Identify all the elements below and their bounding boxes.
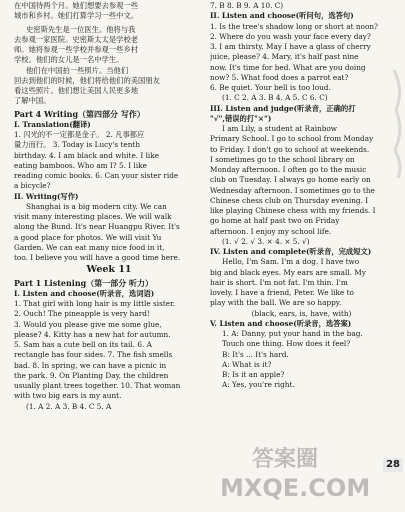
left-column-line: Part 4 Writing（第四部分 写作） — [14, 108, 145, 119]
left-column-line: eating bamboos. Who am I? 5. I like — [14, 160, 147, 170]
right-column-line: 1. Is the tree's shadow long or short at noon? — [210, 21, 378, 31]
right-column-line: Hello, I'm Sam. I'm a dog. I have two — [222, 257, 360, 267]
left-column-line: a good place for photos. We will visit Yu — [14, 232, 162, 242]
left-column-line: birthday. 4. I am black and white. I like — [14, 150, 160, 160]
left-column-line: 回去到他们的时候，他们将给他们的美国朋友 — [14, 75, 160, 85]
right-column-line: 2. Where do you wash your face every day? — [210, 31, 371, 41]
right-column-line: hair is short. I'm not fat. I'm thin. I'm — [210, 277, 348, 287]
svg-text:MXQE.COM: MXQE.COM — [220, 474, 371, 502]
right-column-line: I sometimes go to the school library on — [210, 154, 355, 164]
right-column-line: now? 5. What food does a parrot eat? — [210, 72, 349, 82]
left-column-line: 看这些照片。他们想让美国人民更多地 — [14, 86, 139, 95]
right-column-line: juice, please? 4. Mary, it's half past nine — [210, 52, 359, 62]
right-column-line: III. Listen and judge(听录音，正确的打 — [210, 103, 356, 113]
right-column-line: 1. A: Danny, put your hand in the bag. — [222, 329, 363, 338]
left-column-line: Garden. We can eat many nice food in it, — [14, 242, 165, 252]
left-column-line: with two big ears is my aunt. — [14, 391, 122, 401]
left-column-line: Shanghai is a big modern city. We can — [26, 201, 167, 211]
left-column — [14, 1, 204, 412]
left-column-line: 史密斯先生是一位医生。他将与我 — [26, 24, 136, 34]
left-column-line: (1. A 2. A 3. B 4. C 5. A — [26, 401, 112, 411]
left-column-line: 2. Ouch! The pineapple is very hard! — [14, 309, 150, 319]
left-column-line: 3. Would you please give me some glue, — [14, 319, 162, 329]
left-column-line: I. Listen and choose(听录音，选词语) — [14, 288, 155, 298]
right-column-line: Primary School. I go to school from Monday — [210, 134, 374, 144]
left-column-line: Part 1 Listening（第一部分 听力） — [14, 277, 154, 288]
right-column-line: 3. I am thirsty. May I have a glass of cherry — [210, 42, 371, 51]
left-column-line: reading comic books. 6. Can your sister ride — [14, 171, 179, 180]
right-column-line: A: What is it? — [222, 359, 272, 369]
left-column-line: Week 11 — [86, 264, 132, 276]
right-column-line: big and black eyes. My ears are small. My — [210, 267, 366, 277]
right-column-line: play with the ball. We are so happy. — [210, 298, 342, 308]
left-column-line: 1. 闪光的不一定都是金子。 2. 凡事都应 — [14, 130, 145, 139]
left-column-line: too. I believe you will have a good time here. — [14, 253, 181, 262]
left-column-line: I. Translation(翻译) — [14, 119, 91, 129]
left-column-line: 5. Sam has a cute bell on its tail. 6. A — [14, 340, 152, 349]
left-column-line: 学校。他们的女儿是一名中学生。 — [14, 55, 124, 65]
left-column-line: 在中国待两个月。她们想要去参观一些 — [14, 1, 139, 10]
left-column-line: along the Bund. It's near Huangpu River. It's — [14, 222, 180, 232]
left-column-line: 1. That girl with long hair is my little sister. — [14, 299, 176, 308]
watermark-logo — [212, 440, 397, 502]
right-column-line: Wednesday afternoon. I sometimes go to the — [210, 185, 375, 195]
side-watermark-icon — [392, 60, 405, 180]
right-column-line: "√",错误的打"×") — [210, 113, 272, 123]
left-column-line: bad. 8. In spring, we can have a picnic in — [14, 360, 167, 370]
left-column-line: 他们在中国拍一些照片。当他们 — [26, 65, 129, 75]
left-column-line: 城市和乡村。她们打算学习一些中文。 — [14, 11, 139, 21]
left-column-line: 师。她将参观一些学校并参观一些乡村 — [14, 45, 139, 54]
left-column-line: 去参观一家医院。史密斯太太是学校老 — [14, 34, 139, 44]
right-column-line: I am Lily, a student at Rainbow — [222, 124, 338, 133]
right-column-line: afternoon. I enjoy my school life. — [210, 226, 332, 236]
left-column-line: rectangle has four sides. 7. The fish smells — [14, 350, 173, 360]
left-column-line: 了解中国。 — [14, 96, 51, 106]
right-column-line: go home at half past two on Friday — [210, 216, 340, 226]
right-column-line: (1. √ 2. √ 3. × 4. × 5. √) — [222, 236, 310, 246]
left-column-line: a bicycle? — [14, 181, 51, 191]
right-column-line: (black, ears, is, have, with) — [251, 308, 352, 318]
right-column-line: (1. C 2. A 3. B 4. A 5. C 6. C) — [222, 93, 328, 103]
right-column-line: now. It's time for bed. What are you doing — [210, 62, 366, 72]
left-column-line: please? 4. Kitty has a new hat for autumn. — [14, 329, 171, 339]
right-column-line: club on Tuesday. I always go home early on — [210, 175, 371, 185]
right-column-line: like playing Chinese chess with my friends. I — [210, 206, 376, 215]
page-number: 28 — [383, 458, 403, 472]
right-column-line: IV. Listen and complete(听录音，完成短文) — [210, 247, 372, 256]
right-column-line: lovely. I have a friend, Peter. We like to — [210, 288, 354, 297]
left-column-line: 量力而行。 3. Today is Lucy's tenth — [14, 140, 141, 150]
right-column-line: Touch one thing. How does it feel? — [222, 339, 351, 349]
right-column-line: 7. B 8. B 9. A 10. C) — [210, 1, 284, 10]
right-column-line: Monday afternoon. I often go to the music — [210, 165, 367, 174]
right-column-line: B: Is it an apple? — [222, 370, 285, 379]
svg-text:答案圈: 答案圈 — [252, 447, 319, 472]
right-column-line: 6. Be quiet. Your bell is too loud. — [210, 83, 331, 92]
right-column-line: II. Listen and choose(听问句，选答句) — [210, 11, 354, 21]
right-column-line: Chinese chess club on Thursday evening. I — [210, 195, 369, 205]
right-column — [210, 1, 393, 391]
right-column-line: to Friday. I don't go to school at weekends. — [210, 144, 370, 154]
left-column-line: II. Writing(写作) — [14, 191, 79, 201]
left-column-line: usually plant trees together. 10. That woman — [14, 381, 181, 390]
right-column-line: B: It's ... It's hard. — [222, 349, 289, 359]
left-column-line: visit many interesting places. We will walk — [14, 212, 172, 221]
right-column-line: V. Listen and choose(听录音，选答案) — [210, 318, 352, 328]
right-column-line: A: Yes, you're right. — [222, 380, 295, 390]
left-column-line: the park. 9. On Planting Day, the children — [14, 370, 169, 380]
